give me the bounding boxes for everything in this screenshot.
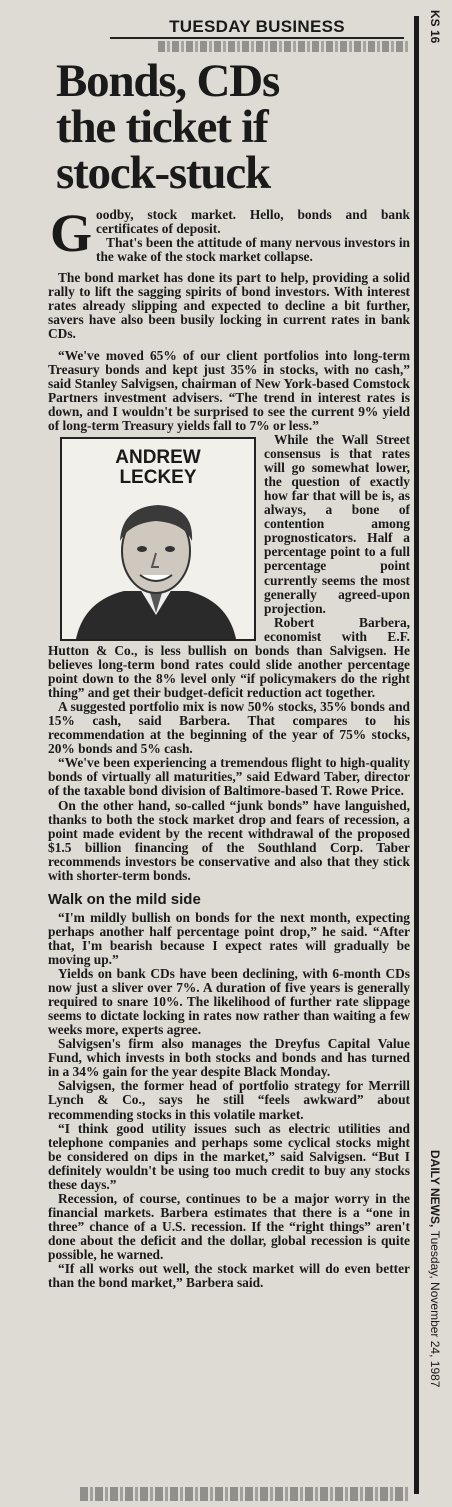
subheading: Walk on the mild side [48, 890, 201, 908]
body-paragraph: On the other hand, so-called “junk bonds” have languished, thanks to both the stock market drop and fears of recession, a point made evident by the recent withdrawal of the proposed $1.5 billion financing of the Southland Corp. Taber recommends investors be conservative and also that they stick with shorter-term bonds. [48, 797, 410, 883]
publication-date: Tuesday, November 24, 1987 [428, 1230, 442, 1388]
body-paragraph: Salvigsen, the former head of portfolio strategy for Merrill Lynch & Co., says he still “feels awkward” about recommending stocks in this volatile market. [48, 1078, 410, 1122]
body-paragraph: Recession, of course, continues to be a major worry in the financial markets. Barbera estimates that there is a “one in three” chance of a U.S. recession. If the “right things” aren't done about the deficit and the dollar, global recession is quite possible, he warned. [48, 1190, 410, 1263]
columnist-last-name: LECKEY [119, 466, 197, 488]
paper-name: DAILY NEWS, [428, 1150, 442, 1228]
body-paragraph: “If all works out well, the stock market will do even better than the bond market,” Barbera said. [48, 1261, 410, 1291]
drop-cap: G [50, 202, 93, 263]
body-paragraph: Yields on bank CDs have been declining, with 6-month CDs now just a sliver over 7%. A duration of five years is generally required to snare 10%. The likelihood of further rate slippage seems to dictate locking in rates now rather than waiting a few weeks more, experts agree. [48, 965, 410, 1038]
film-strip-decoration [80, 1487, 410, 1501]
body-paragraph: “We've moved 65% of our client portfolios into long-term Treasury bonds and kept just 35% in stocks, with no cash,” said Stanley Salvigsen, chairman of New York-based Comstock Partners investment advisers. “The trend in interest rates is down, and I wouldn't be surprised to see the current 9% yield of long-term Treasury yields fall to 7% or less.” [48, 347, 410, 433]
headline [56, 54, 410, 199]
headline-line: the ticket if [56, 100, 268, 153]
columnist-byline [62, 448, 254, 488]
headline-line: stock-stuck [56, 146, 270, 199]
margin-code: KS 16 [428, 10, 442, 44]
columnist-photo [60, 437, 256, 641]
section-header: TUESDAY BUSINESS [110, 18, 404, 39]
body-paragraph: A suggested portfolio mix is now 50% stocks, 35% bonds and 15% cash, said Barbera. That compares to his recommendation at the beginning of the year of 75% stocks, 20% bonds and 5% cash. [48, 699, 410, 757]
body-paragraph: While the Wall Street consensus is that rates will go somewhat lower, the question of exactly how far that will be is, as always, a bone of contention among prognosticators. Half a percentage point to a full percentage point currently seems the most generally agreed-upon projection. [264, 431, 410, 616]
body-paragraph: Robert Barbera, economist with E.F. Hutton & Co., is less bullish on bonds than Salvigsen. He believes long-term bond rates could slide another percentage point down to the 8% level only “if policymakers do the right thing” and get their budget-deficit reduction act together. [48, 614, 410, 701]
body-paragraph: “I think good utility issues such as electric utilities and telephone companies and perhaps some cyclical stocks might be considered on dips in the market,” said Salvigsen. “But I definitely wouldn't be using too much credit to buy any stocks these days.” [48, 1120, 410, 1192]
lead-text: oodby, stock market. Hello, bonds and bank certificates of deposit. [96, 206, 410, 237]
column-rule [414, 16, 419, 1494]
dateline [420, 1150, 442, 1410]
body-paragraph: “We've been experiencing a tremendous flight to high-quality bonds of virtually all maturities,” said Edward Taber, director of the taxable bond division of Baltimore-based T. Rowe Price. [48, 755, 410, 799]
columnist-first-name: ANDREW [115, 446, 201, 468]
headline-line: Bonds, CDs [56, 54, 280, 107]
body-paragraph: That's been the attitude of many nervous investors in the wake of the stock market collapse. [96, 235, 410, 265]
film-strip-decoration [158, 41, 410, 52]
body-paragraph: “I'm mildly bullish on bonds for the next month, expecting perhaps another half percentage point drop,” he said. “After that, I'm bearish because I expect rates will gradually be moving up.” [48, 909, 410, 967]
body-paragraph: Salvigsen's firm also manages the Dreyfus Capital Value Fund, which invests in both stocks and bonds and has turned in a 34% gain for the year despite Black Monday. [48, 1036, 410, 1080]
body-paragraph: The bond market has done its part to help, providing a solid rally to lift the sagging spirits of bond investors. With interest rates already slipping and expected to decline a bit further, savers have also been busily locking in current rates in bank CDs. [48, 270, 410, 342]
article-column [48, 18, 410, 1290]
columnist-portrait [62, 489, 250, 639]
